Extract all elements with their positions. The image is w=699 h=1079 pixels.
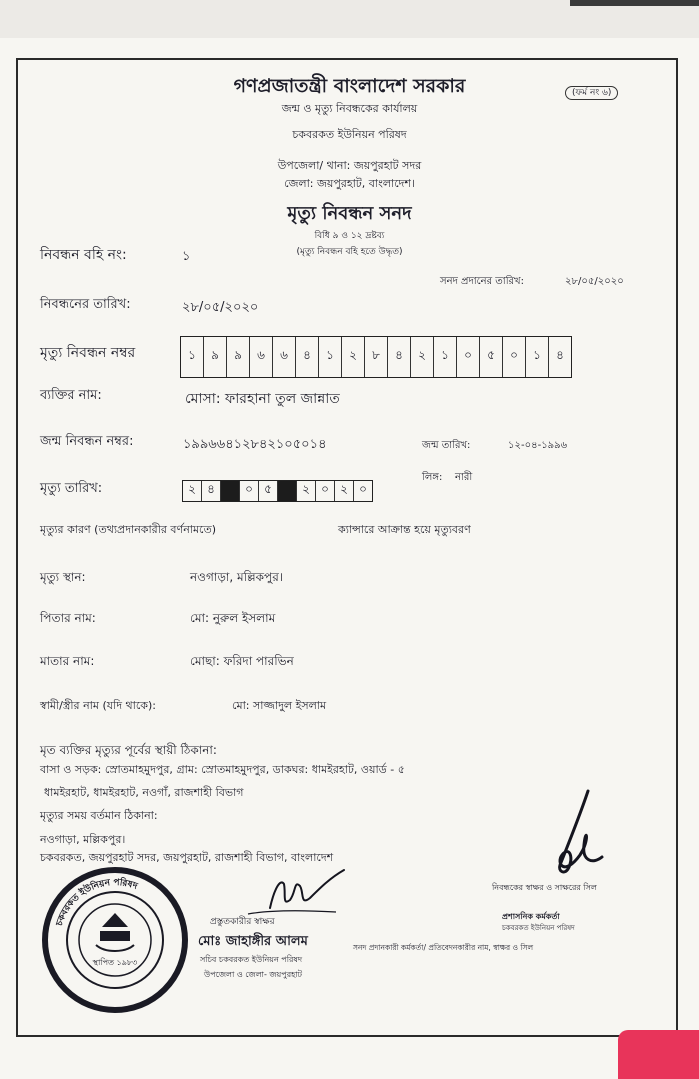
present-address-label: মৃত্যুর সময় বর্তমান ঠিকানা: [40, 809, 158, 822]
registrar-signature [540, 785, 610, 885]
death-reg-no-boxes [180, 336, 572, 378]
extract-note: (মৃত্যু নিবন্ধন বহি হতে উদ্ধৃত) [296, 247, 403, 257]
digit-box: ৪ [556, 348, 564, 362]
registration-date-label: নিবন্ধনের তারিখ: [40, 297, 131, 312]
digit-box: ৬ [273, 337, 296, 377]
birth-reg-no-value: ১৯৯৬৬৪১২৮৪২১০৫০১৪ [183, 437, 327, 452]
date-digit-box: ৫ [259, 481, 278, 501]
register-book-label: নিবন্ধন বহি নং: [40, 247, 127, 263]
digit-box: ৯ [204, 337, 227, 377]
sex-label: লিঙ্গ: [422, 472, 443, 483]
spouse-value: মো: সাজ্জাদুল ইসলাম [232, 699, 327, 712]
father-value: মো: নুরুল ইসলাম [190, 611, 276, 625]
issuer-sign-label: প্রস্তুতকারীর স্বাক্ষর [210, 917, 275, 927]
spouse-label: স্বামী/স্ত্রীর নাম (যদি থাকে): [40, 699, 156, 712]
date-separator-box [221, 481, 240, 501]
death-reg-no-label: মৃত্যু নিবন্ধন নম্বর [40, 345, 136, 361]
background-object [618, 1030, 699, 1079]
digit-box: ৮ [365, 337, 388, 377]
birth-date-value: ১২-০৪-১৯৯৬ [508, 440, 568, 451]
certificate-title: মৃত্যু নিবন্ধন সনদ [287, 203, 412, 224]
date-digit-box: ২ [335, 481, 354, 501]
death-date-label: মৃত্যু তারিখ: [40, 481, 103, 496]
death-place-value: নওগাড়া, মল্লিকপুর। [190, 570, 284, 584]
seal-ring-text: চকবরকত ইউনিয়ন পরিষদ [54, 877, 139, 928]
digit-box: ১ [526, 337, 549, 377]
date-digit-box: ০ [240, 481, 259, 501]
date-digit-box: ২ [297, 481, 316, 501]
name-value: মোসা: ফারহানা তুল জান্নাত [185, 391, 340, 407]
office-name: জন্ম ও মৃত্যু নিবন্ধকের কার্যালয় [281, 102, 418, 115]
date-digit-box: ২ [183, 481, 202, 501]
rule-reference: বিধি ৯ ও ১২ দ্রষ্টব্য [314, 231, 385, 241]
death-place-label: মৃত্যু স্থান: [40, 570, 86, 584]
union-name: চকবরকত ইউনিয়ন পরিষদ [292, 128, 407, 141]
date-digit-box: ৪ [202, 481, 221, 501]
background-object [570, 0, 699, 6]
digit-box: ২ [411, 337, 434, 377]
death-cause-label: মৃত্যুর কারণ (তথ্যপ্রদানকারীর বর্ণনামতে) [40, 523, 217, 536]
digit-box: ৬ [250, 337, 273, 377]
birth-date-label: জন্ম তারিখ: [422, 440, 471, 451]
registrar-stamp-name: প্রশাসনিক কর্মকর্তা [502, 912, 560, 921]
digit-box: ১ [434, 337, 457, 377]
issue-date-label: সনদ প্রদানের তারিখ: [440, 276, 524, 287]
seal-inner-text: স্থাপিত ১৯৮৩ [92, 958, 138, 967]
issue-date-value: ২৮/০৫/২০২০ [565, 276, 624, 287]
digit-box: ৯ [227, 337, 250, 377]
digit-box: ০ [457, 337, 480, 377]
registration-date-value: ২৮/০৫/২০২০ [182, 300, 259, 315]
registrar-footer: সনদ প্রদানকারী কর্মকর্তা/ প্রতিবেদনকারীর নাম, স্বাক্ষর ও সিল [353, 943, 534, 952]
permanent-address-line1: বাসা ও সড়ক: স্রোতমাহমুদপুর, গ্রাম: স্রোতমাহমুদপুর, ডাকঘর: ধামইরহাট, ওয়ার্ড - ৫ [40, 763, 405, 776]
digit-box: ০ [503, 337, 526, 377]
mother-label: মাতার নাম: [40, 654, 95, 668]
death-cause-value: ক্যান্সারে আক্রান্ত হয়ে মৃত্যুবরণ [338, 523, 471, 536]
issuer-name: মোঃ জাহাঙ্গীর আলম [198, 934, 308, 949]
form-number: (ফর্ম নং ৬) [565, 86, 618, 100]
father-label: পিতার নাম: [40, 611, 96, 625]
birth-reg-no-label: জন্ম নিবন্ধন নম্বর: [40, 434, 134, 449]
date-digit-box: ০ [316, 481, 335, 501]
death-date-boxes [182, 480, 373, 502]
permanent-address-line2: ধামইরহাট, ধামইরহাট, নওগাঁ, রাজশাহী বিভাগ [44, 786, 244, 799]
sex-value: নারী [455, 472, 473, 483]
digit-box: ১ [319, 337, 342, 377]
register-book-value: ১ [182, 249, 191, 264]
digit-box: ২ [342, 337, 365, 377]
issuer-signature [240, 860, 350, 920]
upazila-line: উপজেলা/ থানা: জয়পুরহাট সদর [277, 159, 422, 172]
name-label: ব্যক্তির নাম: [40, 388, 102, 403]
registrar-sign-label: নিবন্ধকের স্বাক্ষর ও সাক্ষরের সিল [492, 883, 597, 892]
mother-value: মোছা: ফরিদা পারভিন [190, 654, 294, 668]
present-address-line1: নওগাড়া, মল্লিকপুর। [40, 833, 126, 846]
svg-text:চকবরকত ইউনিয়ন পরিষদ [55, 876, 140, 928]
permanent-address-label: মৃত ব্যক্তির মৃত্যুর পূর্বের স্থায়ী ঠিকানা: [40, 743, 217, 757]
issuer-line2: উপজেলা ও জেলা- জয়পুরহাট [204, 970, 302, 979]
digit-box: ৫ [480, 337, 503, 377]
registrar-stamp-union: চকবরকত ইউনিয়ন পরিষদ [502, 924, 575, 932]
issuer-line1: সচিব চকবরকত ইউনিয়ন পরিষদ [200, 955, 303, 964]
district-line: জেলা: জয়পুরহাট, বাংলাদেশ। [284, 177, 415, 190]
date-digit-box: ০ [359, 482, 367, 496]
digit-box: ৪ [388, 337, 411, 377]
digit-box: ৪ [296, 337, 319, 377]
government-title: গণপ্রজাতন্ত্রী বাংলাদেশ সরকার [233, 75, 466, 97]
date-separator-box [278, 481, 297, 501]
present-address-line2: চকবরকত, জয়পুরহাট সদর, জয়পুরহাট, রাজশাহী বিভাগ, বাংলাদেশ [40, 851, 334, 864]
digit-box: ১ [181, 337, 204, 377]
union-seal-stamp [40, 865, 190, 1015]
